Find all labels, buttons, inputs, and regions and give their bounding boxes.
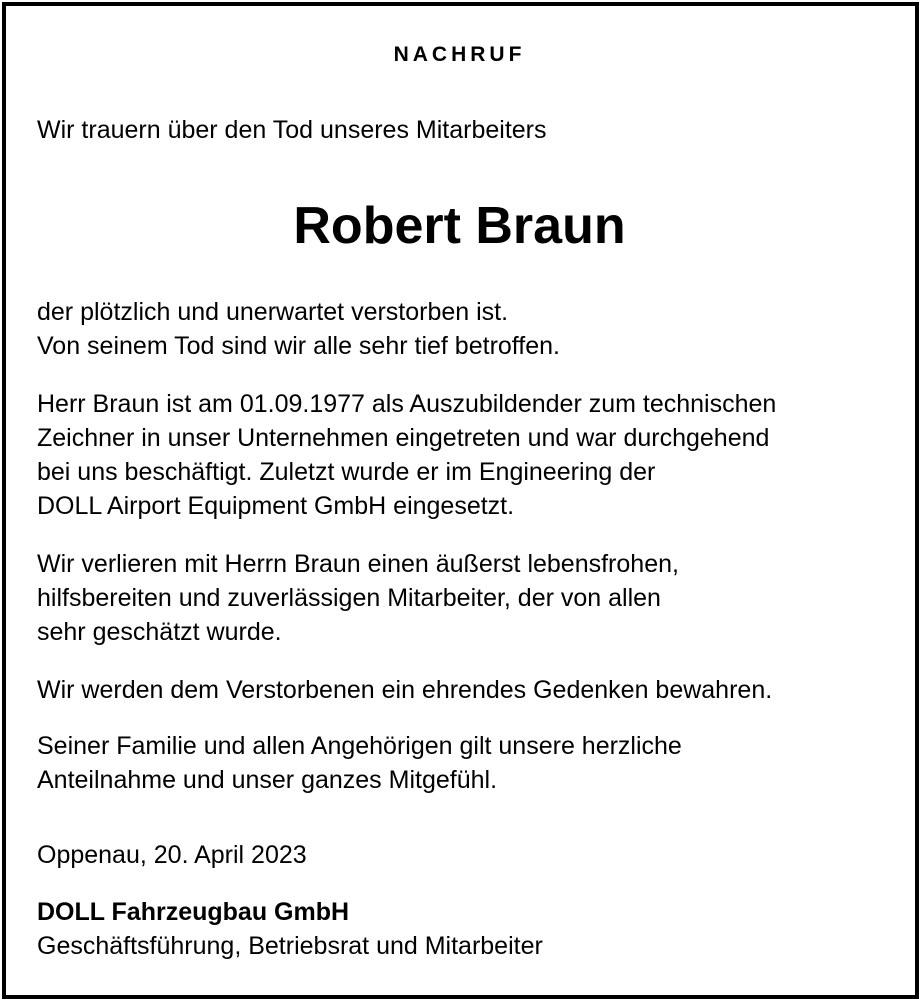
paragraph-1-line-2: Von seinem Tod sind wir alle sehr tief betroffen. [37,332,560,360]
paragraph-5-line-1: Seiner Familie und allen Angehörigen gilt unsere herzliche [37,732,682,760]
paragraph-3-line-2: hilfsbereiten und zuverlässigen Mitarbeiter, der von allen [37,584,661,612]
paragraph-5-line-2: Anteilnahme und unser ganzes Mitgefühl. [37,766,498,794]
company-name: DOLL Fahrzeugbau GmbH [37,898,350,926]
deceased-name: Robert Braun [293,197,626,255]
intro-text: Wir trauern über den Tod unseres Mitarbeiters [37,116,547,144]
place-date: Oppenau, 20. April 2023 [37,841,307,869]
notice-heading: NACHRUF [393,43,526,66]
paragraph-2-line-3: bei uns beschäftigt. Zuletzt wurde er im Engineering der [37,458,656,486]
paragraph-4-line-1: Wir werden dem Verstorbenen ein ehrendes Gedenken bewahren. [37,676,773,704]
paragraph-1-line-1: der plötzlich und unerwartet verstorben ist. [37,298,509,326]
paragraph-3-line-3: sehr geschätzt wurde. [37,618,282,646]
paragraph-3-line-1: Wir verlieren mit Herrn Braun einen äußerst lebensfrohen, [37,550,679,578]
paragraph-2-line-4: DOLL Airport Equipment GmbH eingesetzt. [37,492,515,520]
signatories: Geschäftsführung, Betriebsrat und Mitarbeiter [37,932,543,960]
paragraph-2-line-2: Zeichner in unser Unternehmen eingetreten und war durchgehend [37,424,770,452]
paragraph-2-line-1: Herr Braun ist am 01.09.1977 als Auszubildender zum technischen [37,390,777,418]
